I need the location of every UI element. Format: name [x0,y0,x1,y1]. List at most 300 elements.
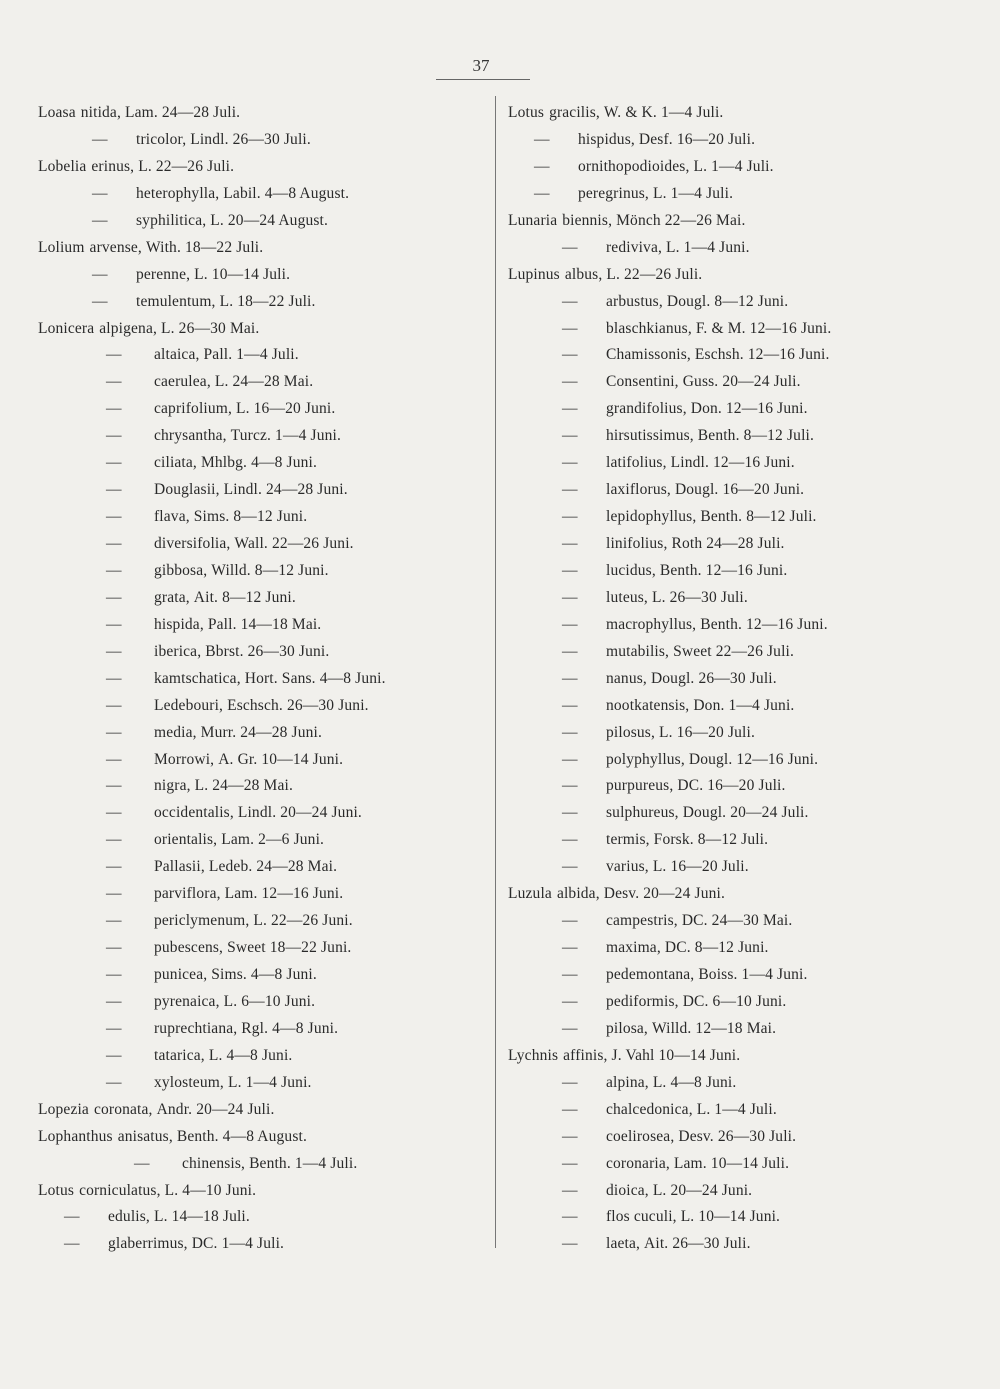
flowering-period: 16—20 Juli. [707,777,786,795]
species-epithet: pilosa, [606,1019,648,1037]
flowering-period: 24—28 Mai. [232,373,314,391]
species-epithet: alpina, [606,1073,649,1091]
species-entry [508,235,948,262]
species-entry [38,289,488,316]
species-epithet: laeta, [606,1235,641,1253]
ditto-dash: — [106,777,122,795]
species-epithet: luteus, [606,588,648,606]
species-epithet: pilosus, [606,723,656,741]
species-epithet: ciliata, [154,454,197,472]
ditto-dash: — [562,939,578,957]
ditto-dash: — [562,992,578,1010]
flowering-period: 4—8 Juni. [251,454,318,472]
ditto-dash: — [562,831,578,849]
author-abbreviation: Eschsch. [227,696,283,714]
species-epithet: pubescens, [154,939,224,957]
species-entry [508,477,948,504]
flowering-period: 24—28 Mai. [256,858,338,876]
flowering-period: 24—30 Mai. [711,912,793,930]
ditto-dash: — [106,885,122,903]
flowering-period: 26—30 Juli. [698,669,777,687]
species-epithet: periclymenum, [154,912,250,930]
flowering-period: 24—28 Juni. [240,723,323,741]
species-entry [38,1178,488,1205]
species-epithet: temulentum, [136,292,216,310]
species-epithet: grandifolius, [606,400,687,418]
ditto-dash: — [562,912,578,930]
flowering-period: 12—16 Juni. [736,750,819,768]
flowering-period: 20—24 Juli. [722,373,801,391]
author-abbreviation: Desf. [638,130,673,148]
author-abbreviation: L. [210,211,224,229]
species-epithet: glaberrimus, [108,1235,188,1253]
genus-name: Lopezia [38,1100,89,1118]
flowering-period: 8—12 Juni. [254,561,329,579]
flowering-period: 1—4 Juli. [236,346,299,364]
ditto-dash: — [562,319,578,337]
author-abbreviation: J. Vahl [611,1046,655,1064]
ditto-dash: — [106,858,122,876]
flowering-period: 26—30 Juli. [232,130,311,148]
species-epithet: chalcedonica, [606,1100,693,1118]
author-abbreviation: Don. [693,696,725,714]
ditto-dash: — [562,481,578,499]
ditto-dash: — [92,130,108,148]
author-abbreviation: Desv. [603,885,640,903]
species-epithet: parviflora, [154,885,221,903]
genus-name: Lobelia [38,157,87,175]
species-entry [508,100,948,127]
flowering-period: 16—20 Juni. [722,481,805,499]
flowering-period: 10—14 Juli. [211,265,291,283]
ditto-dash: — [562,1127,578,1145]
species-epithet: edulis, [108,1208,150,1226]
species-entry [508,908,948,935]
species-epithet: arbustus, [606,292,663,310]
species-entry [508,989,948,1016]
species-epithet: Morrowi, [154,750,215,768]
flowering-period: 8—12 Juni. [222,588,296,606]
author-abbreviation: Willd. [211,561,251,579]
flowering-period: 22—26 Juli. [715,642,795,660]
species-epithet: alpigena, [99,319,158,337]
ditto-dash: — [64,1208,80,1226]
species-entry [38,235,488,262]
author-abbreviation: Benth. [659,561,702,579]
ditto-dash: — [562,400,578,418]
species-entry [38,747,488,774]
species-entry [508,262,948,289]
species-entry [38,558,488,585]
species-entry [508,1231,948,1258]
genus-name: Lophanthus [38,1127,113,1145]
author-abbreviation: L. [214,373,229,391]
species-entry [38,154,488,181]
author-abbreviation: Benth. [700,508,743,526]
species-entry [508,773,948,800]
species-entry [508,208,948,235]
author-abbreviation: Dougl. [674,481,719,499]
author-abbreviation: Dougl. [666,292,711,310]
author-abbreviation: With. [145,238,181,256]
ditto-dash: — [106,454,122,472]
ditto-dash: — [106,508,122,526]
species-epithet: coronata, [93,1100,153,1118]
ditto-dash: — [562,292,578,310]
author-abbreviation: L. [208,1046,223,1064]
author-abbreviation: L. [652,1073,667,1091]
author-abbreviation: Benth. [700,615,743,633]
flowering-period: 12—16 Juni. [705,561,788,579]
species-entry [508,800,948,827]
species-epithet: perenne, [136,265,191,283]
flowering-period: 24—28 Juli. [706,535,785,552]
ditto-dash: — [106,912,122,930]
author-abbreviation: Dougl. [650,669,695,687]
author-abbreviation: DC. [681,912,708,930]
author-abbreviation: Dougl. [682,804,727,822]
author-abbreviation: L. [606,265,621,283]
ditto-dash: — [562,1100,578,1118]
species-entry [38,504,488,531]
species-epithet: media, [154,723,197,741]
species-epithet: affinis, [563,1046,608,1064]
ditto-dash: — [562,696,578,714]
ditto-dash: — [106,992,122,1010]
author-abbreviation: Forsk. [653,831,694,849]
flowering-period: 2—6 Juni. [258,831,325,849]
genus-name: Lupinus [508,265,560,283]
ditto-dash: — [106,481,122,499]
ditto-dash: — [562,642,578,660]
flowering-period: 1—4 Juli. [714,1100,777,1118]
page-number: 37 [472,56,490,75]
ditto-dash: — [562,1019,578,1037]
species-entry [38,477,488,504]
ditto-dash: — [106,669,122,687]
ditto-dash: — [562,804,578,822]
column-divider [495,96,496,1248]
ditto-dash: — [134,1154,150,1172]
author-abbreviation: Pall. [203,346,233,364]
species-entry [508,935,948,962]
author-abbreviation: L. [659,723,673,741]
genus-name: Lolium [38,238,85,256]
left-column [38,100,488,1258]
author-abbreviation: Lindl. [670,454,709,472]
flowering-period: 1—4 Juli. [294,1154,358,1172]
species-epithet: Chamissonis, [606,346,691,364]
species-entry [508,342,948,369]
species-entry [508,1178,948,1205]
species-epithet: lepidophyllus, [606,508,697,526]
flowering-period: 4—8 Juni. [319,669,386,687]
flowering-period: 22—26 Juli. [624,265,703,283]
flowering-period: 14—18 Mai. [240,615,322,633]
species-epithet: mutabilis, [606,642,670,660]
species-entry [508,962,948,989]
flowering-period: 8—12 Juli. [697,831,769,849]
flowering-period: 12—18 Mai. [695,1019,777,1037]
author-abbreviation: L. [138,157,152,175]
ditto-dash: — [562,238,578,256]
species-entry [38,962,488,989]
ditto-dash: — [92,292,108,310]
species-entry [508,1043,948,1070]
author-abbreviation: L. [164,1181,179,1199]
species-epithet: Ledebouri, [154,696,224,714]
flowering-period: 12—16 Juni. [713,454,795,472]
flowering-period: 18—22 Juli. [184,238,264,256]
author-abbreviation: L. [696,1100,711,1118]
ditto-dash: — [562,373,578,391]
author-abbreviation: Bbrst. [205,642,244,660]
species-entry [38,827,488,854]
author-abbreviation: L. [652,1181,667,1199]
flowering-period: 12—16 Juni. [747,346,830,364]
author-abbreviation: F. & M. [695,319,746,337]
author-abbreviation: L. [153,1208,168,1226]
species-epithet: diversifolia, [154,535,231,552]
species-entry [508,558,948,585]
author-abbreviation: Sims. [193,508,230,526]
species-entry [38,450,488,477]
author-abbreviation: L. [666,238,680,256]
flowering-period: 22—26 Juni. [271,535,354,552]
species-epithet: anisatus, [117,1127,173,1145]
species-epithet: pyrenaica, [154,992,220,1010]
genus-name: Lotus [508,104,545,121]
right-column [508,100,948,1258]
ditto-dash: — [562,1208,578,1226]
ditto-dash: — [562,427,578,445]
author-abbreviation: L. [253,912,268,930]
flowering-period: 8—12 Juni. [714,292,789,310]
species-entry [508,827,948,854]
flowering-period: 1—4 Juni. [245,1073,312,1091]
author-abbreviation: Boiss. [698,966,738,983]
flowering-period: 20—24 August. [227,211,329,229]
author-abbreviation: Lindl. [190,130,229,148]
author-abbreviation: DC. [191,1235,218,1253]
flowering-period: 1—4 Juli. [670,184,734,202]
species-entry [38,100,488,127]
author-abbreviation: Turcz. [230,427,272,445]
ditto-dash: — [106,1046,122,1064]
species-epithet: termis, [606,831,650,849]
species-entry [508,720,948,747]
ditto-dash: — [562,777,578,795]
species-epithet: polyphyllus, [606,750,685,768]
species-epithet: peregrinus, [578,184,649,202]
species-epithet: biennis, [562,211,613,229]
flowering-period: 16—20 Juni. [253,400,336,418]
flowering-period: 18—22 Juni. [269,939,352,957]
species-entry [508,289,948,316]
author-abbreviation: DC. [682,992,709,1010]
species-epithet: gracilis, [549,104,600,121]
author-abbreviation: Lam. [125,104,158,121]
flowering-period: 12—16 Juni. [261,885,344,903]
species-entry [508,1070,948,1097]
ditto-dash: — [106,804,122,822]
flowering-period: 20—24 Juli. [196,1100,275,1118]
species-entry [38,262,488,289]
species-entry [508,1151,948,1178]
genus-name: Loasa [38,104,76,121]
flowering-period: 1—4 Juni. [741,966,808,983]
ditto-dash: — [64,1235,80,1253]
flowering-period: 26—30 Juli. [672,1235,751,1253]
flowering-period: 10—14 Juni. [658,1046,741,1064]
species-entry [508,693,948,720]
ditto-dash: — [106,966,122,983]
author-abbreviation: Eschsh. [694,346,744,364]
author-abbreviation: L. [235,400,250,418]
species-epithet: hispidus, [578,130,635,148]
author-abbreviation: Desv. [678,1127,714,1145]
species-epithet: macrophyllus, [606,615,697,633]
flowering-period: 4—8 Juni. [250,966,317,983]
species-entry [508,747,948,774]
species-entry [38,639,488,666]
species-epithet: nitida, [80,104,121,121]
species-epithet: coronaria, [606,1154,670,1172]
ditto-dash: — [562,723,578,741]
author-abbreviation: W. & K. [603,104,657,121]
ditto-dash: — [562,615,578,633]
species-entry [38,1070,488,1097]
species-entry [508,854,948,881]
flowering-period: 1—4 Juli. [660,104,724,121]
ditto-dash: — [562,1073,578,1091]
author-abbreviation: A. Gr. [218,750,258,768]
author-abbreviation: L. [227,1073,242,1091]
flowering-period: 6—10 Juni. [712,992,787,1010]
species-entry [508,127,948,154]
ditto-dash: — [106,642,122,660]
flowering-period: 4—8 August. [222,1127,307,1145]
ditto-dash: — [106,346,122,364]
author-abbreviation: Andr. [156,1100,193,1118]
flowering-period: 26—30 Juli. [717,1127,797,1145]
genus-name: Luzula [508,885,552,903]
species-epithet: chinensis, [182,1154,246,1172]
author-abbreviation: Rgl. [241,1019,269,1037]
author-abbreviation: DC. [677,777,704,795]
flowering-period: 16—20 Juli. [676,723,755,741]
author-abbreviation: L. [223,992,238,1010]
species-entry [38,127,488,154]
flowering-period: 4—8 Juni. [272,1019,339,1037]
ditto-dash: — [562,535,578,552]
species-epithet: albus, [564,265,603,283]
author-abbreviation: Lam. [673,1154,707,1172]
species-entry [38,423,488,450]
author-abbreviation: Labil. [223,184,261,202]
species-entry [38,1043,488,1070]
species-epithet: corniculatus, [79,1181,161,1199]
species-entry [38,935,488,962]
author-abbreviation: Mhlbg. [200,454,248,472]
author-abbreviation: L. [219,292,234,310]
genus-name: Lonicera [38,319,95,337]
genus-name: Lunaria [508,211,558,229]
flowering-period: 22—26 Juli. [155,157,235,175]
flowering-period: 26—30 Juli. [669,588,748,606]
species-epithet: hirsutissimus, [606,427,694,445]
flowering-period: 1—4 Juli. [711,157,774,175]
flowering-period: 6—10 Juni. [241,992,316,1010]
author-abbreviation: Benth. [176,1127,219,1145]
species-epithet: caprifolium, [154,400,232,418]
ditto-dash: — [562,508,578,526]
species-entry [508,1097,948,1124]
ditto-dash: — [106,615,122,633]
species-epithet: iberica, [154,642,202,660]
ditto-dash: — [562,1154,578,1172]
species-epithet: campestris, [606,912,678,930]
flowering-period: 1—4 Juli. [221,1235,285,1253]
species-epithet: xylosteum, [154,1073,224,1091]
ditto-dash: — [106,939,122,957]
species-entry [508,612,948,639]
ditto-dash: — [106,561,122,579]
species-entry [38,908,488,935]
author-abbreviation: L. [680,1208,695,1226]
flowering-period: 8—12 Juli. [746,508,817,526]
flowering-period: 22—26 Juni. [271,912,353,930]
ditto-dash: — [534,184,550,202]
species-epithet: chrysantha, [154,427,227,445]
flowering-period: 26—30 Juni. [247,642,330,660]
species-entry [38,854,488,881]
species-entry [508,1204,948,1231]
species-entry [38,1151,488,1178]
species-epithet: ornithopodioides, [578,157,690,175]
flowering-period: 24—28 Juli. [161,104,241,121]
species-epithet: latifolius, [606,454,667,472]
species-epithet: Consentini, [606,373,679,391]
species-entry [38,1097,488,1124]
species-epithet: arvense, [89,238,142,256]
ditto-dash: — [562,750,578,768]
species-epithet: maxima, [606,939,661,957]
flowering-period: 16—20 Juli. [676,130,756,148]
author-abbreviation: Benth. [697,427,740,445]
flowering-period: 10—14 Juni. [261,750,344,768]
flowering-period: 4—10 Juni. [182,1181,257,1199]
species-entry [38,316,488,343]
species-entry [38,531,488,558]
ditto-dash: — [562,669,578,687]
species-entry [38,881,488,908]
species-entry [508,450,948,477]
species-entry [38,989,488,1016]
author-abbreviation: Willd. [651,1019,692,1037]
author-abbreviation: Ait. [193,588,219,606]
species-epithet: grata, [154,588,190,606]
species-entry [38,1016,488,1043]
species-entry [508,666,948,693]
flowering-period: 4—8 August. [264,184,350,202]
author-abbreviation: Lam. [221,831,255,849]
species-epithet: varius, [606,858,649,876]
species-entry [508,396,948,423]
ditto-dash: — [562,1181,578,1199]
species-epithet: laxiflorus, [606,481,671,499]
author-abbreviation: L. [194,777,209,795]
